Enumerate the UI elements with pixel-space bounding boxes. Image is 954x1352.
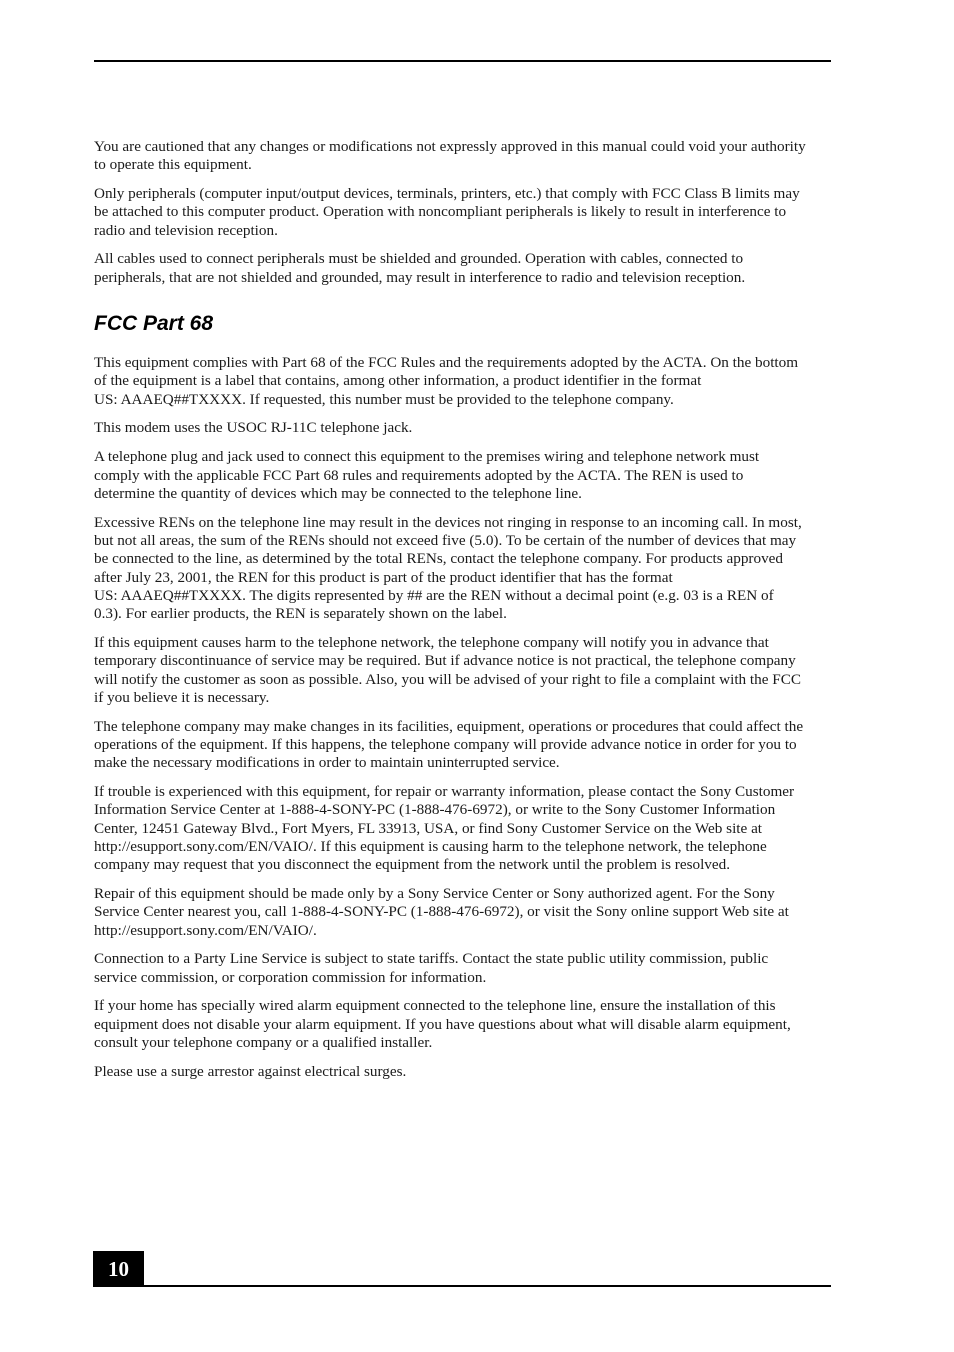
header-rule xyxy=(94,60,831,62)
text-line: The telephone company may make changes in its facilities, equipment, operations or procedures that could affect the xyxy=(94,717,804,735)
text-line: Connection to a Party Line Service is subject to state tariffs. Contact the state public utility commission, public xyxy=(94,950,769,968)
text-line: http://esupport.sony.com/EN/VAIO/. xyxy=(94,921,317,939)
text-line: If trouble is experienced with this equipment, for repair or warranty information, please contact the Sony Customer xyxy=(94,783,795,801)
text-line: Repair of this equipment should be made only by a Sony Service Center or Sony authorized agent. For the Sony xyxy=(94,885,775,902)
page-content xyxy=(94,138,831,1092)
text-line: be attached to this computer product. Operation with noncompliant peripherals is likely to result in interference to xyxy=(94,203,787,221)
text-line: radio and television reception. xyxy=(94,221,278,239)
paragraph xyxy=(94,514,831,624)
text-line: Service Center nearest you, call 1-888-4-SONY-PC (1-888-476-6972), or visit the Sony online support Web site at xyxy=(94,903,789,921)
text-line: http://esupport.sony.com/EN/VAIO/. If this equipment is causing harm to the telephone network, the telephone xyxy=(94,837,767,855)
text-line: will notify the customer as soon as possible. Also, you will be advised of your right to file a complaint with the FCC xyxy=(94,670,801,688)
page-number: 10 xyxy=(93,1251,144,1287)
paragraph xyxy=(94,138,831,175)
paragraph xyxy=(94,448,831,503)
text-line: but not all areas, the sum of the RENs should not exceed five (5.0). To be certain of the number of devices that may xyxy=(94,531,797,549)
paragraph xyxy=(94,950,831,987)
text-line: comply with the applicable FCC Part 68 rules and requirements adopted by the ACTA. The REN is used to xyxy=(94,466,744,484)
intro-section xyxy=(94,138,831,287)
paragraph xyxy=(94,419,831,437)
text-line: You are cautioned that any changes or modifications not expressly approved in this manual could void your authority xyxy=(94,138,806,155)
text-line: This modem uses the USOC RJ-11C telephone jack. xyxy=(94,419,413,437)
section-heading: FCC Part 68 xyxy=(94,312,214,336)
text-line: operations of the equipment. If this happens, the telephone company will provide advance notice in order for you to xyxy=(94,735,797,753)
text-line: if you believe it is necessary. xyxy=(94,688,270,706)
text-line: company may request that you disconnect the equipment from the network until the problem is resolved. xyxy=(94,856,731,874)
text-line: All cables used to connect peripherals must be shielded and grounded. Operation with cables, connected to xyxy=(94,250,744,268)
paragraph xyxy=(94,250,831,287)
paragraph xyxy=(94,997,831,1052)
text-line: Excessive RENs on the telephone line may result in the devices not ringing in response to an incoming call. In most, xyxy=(94,513,802,531)
text-line: If this equipment causes harm to the telephone network, the telephone company will notify you in advance that xyxy=(94,633,769,651)
text-line: consult your telephone company or a qualified installer. xyxy=(94,1034,433,1052)
paragraph xyxy=(94,1063,831,1081)
paragraph xyxy=(94,885,831,940)
fcc-part-68-section xyxy=(94,354,831,1081)
text-line: Center, 12451 Gateway Blvd., Fort Myers, FL 33913, USA, or find Sony Customer Service on the Web site at xyxy=(94,819,763,837)
text-line: service commission, or corporation commission for information. xyxy=(94,968,487,986)
text-line: after July 23, 2001, the REN for this product is part of the product identifier that has the format xyxy=(94,568,673,586)
text-line: determine the quantity of devices which may be connected to the telephone line. xyxy=(94,484,582,502)
text-line: Please use a surge arrestor against electrical surges. xyxy=(94,1062,407,1080)
text-line: equipment does not disable your alarm equipment. If you have questions about what will disable alarm equipment, xyxy=(94,1015,791,1033)
text-line: of the equipment is a label that contains, among other information, a product identifier in the format xyxy=(94,372,702,390)
text-line: Only peripherals (computer input/output devices, terminals, printers, etc.) that comply with FCC Class B limits may xyxy=(94,185,800,203)
text-line: US: AAAEQ##TXXXX. The digits represented by ## are the REN without a decimal point (e.g. 03 is a REN of xyxy=(94,586,774,604)
text-line: peripherals, that are not shielded and grounded, may result in interference to radio and television reception. xyxy=(94,268,746,286)
footer-rule xyxy=(93,1285,831,1287)
paragraph xyxy=(94,354,831,409)
text-line: Information Service Center at 1-888-4-SONY-PC (1-888-476-6972), or write to the Sony Customer Information xyxy=(94,801,776,819)
paragraph xyxy=(94,718,831,773)
paragraph xyxy=(94,185,831,240)
text-line: to operate this equipment. xyxy=(94,156,252,174)
text-line: 0.3). For earlier products, the REN is separately shown on the label. xyxy=(94,605,507,623)
text-line: A telephone plug and jack used to connect this equipment to the premises wiring and telephone network must xyxy=(94,448,760,466)
text-line: This equipment complies with Part 68 of the FCC Rules and the requirements adopted by the ACTA. On the bottom xyxy=(94,354,799,372)
text-line: temporary discontinuance of service may be required. But if advance notice is not practical, the telephone company xyxy=(94,652,796,670)
text-line: make the necessary modifications in order to maintain uninterrupted service. xyxy=(94,754,560,772)
text-line: US: AAAEQ##TXXXX. If requested, this number must be provided to the telephone company. xyxy=(94,390,674,408)
paragraph xyxy=(94,634,831,707)
text-line: If your home has specially wired alarm equipment connected to the telephone line, ensure the installation of this xyxy=(94,997,776,1015)
paragraph xyxy=(94,783,831,874)
text-line: be connected to the line, as determined by the total RENs, contact the telephone company. For products approved xyxy=(94,550,783,568)
